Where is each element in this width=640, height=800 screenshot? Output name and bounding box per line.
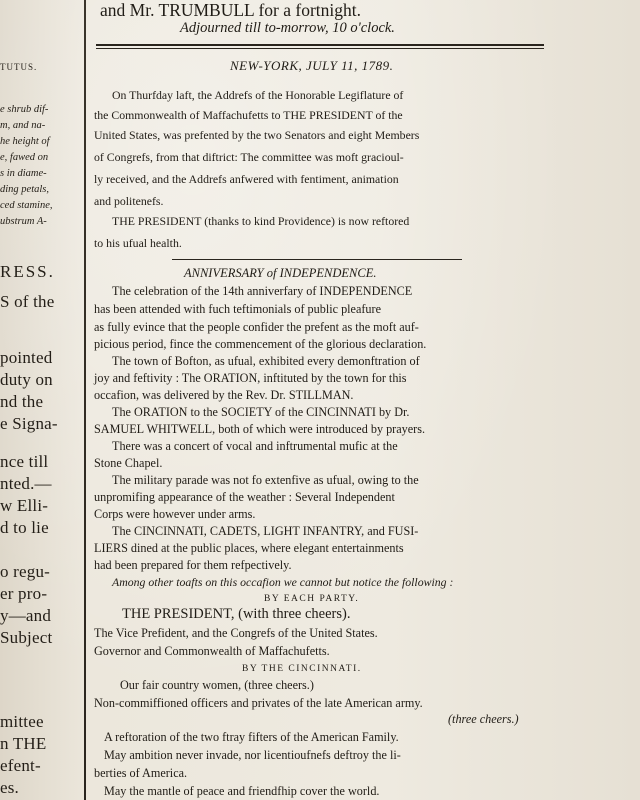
left-column-fragment	[0, 0, 84, 800]
toast-line: Our fair country women, (three cheers.)	[120, 678, 314, 692]
article-line: joy and feftivity : The ORATION, inftituted by the town for this	[94, 371, 407, 385]
toast-line: Non-commiffioned officers and privates of the late American army.	[94, 696, 423, 710]
left-line: mittee	[0, 712, 44, 731]
left-line: nce till	[0, 452, 49, 471]
article-line: had been prepared for them refpectively.	[94, 558, 292, 572]
left-line: s in diame-	[0, 168, 47, 179]
left-line: es.	[0, 778, 20, 797]
section-rule-thin	[96, 48, 544, 49]
article-line: occafion, was delivered by the Rev. Dr. STILLMAN.	[94, 388, 354, 402]
left-line: duty on	[0, 370, 53, 389]
column-rule	[84, 0, 86, 800]
left-line: er pro-	[0, 584, 48, 603]
left-line: ced stamine,	[0, 200, 53, 211]
article-line: to his ufual health.	[94, 236, 182, 250]
left-line: efent-	[0, 756, 41, 775]
article-line: as fully evince that the people confider the prefent as the moft auf-	[94, 320, 419, 334]
article-line: picious period, fince the commencement of the glorious declaration.	[94, 337, 427, 351]
adjourned-line: Adjourned till to-morrow, 10 o'clock.	[180, 20, 395, 36]
article-line: THE PRESIDENT (thanks to kind Providence) is now reftored	[112, 214, 410, 228]
article-line: The celebration of the 14th anniverfary of INDEPENDENCE	[112, 284, 413, 298]
left-line: n THE	[0, 734, 47, 753]
article-line: On Thurfday laft, the Addrefs of the Honorable Legiflature of	[112, 88, 404, 102]
left-line: TUTUS.	[0, 62, 38, 72]
toast-line: THE PRESIDENT, (with three cheers).	[122, 606, 351, 622]
toast-line: May ambition never invade, nor licentioufnefs deftroy the li-	[104, 748, 401, 762]
article-line: of Congrefs, from that diftrict: The committee was moft gracioul-	[94, 150, 404, 164]
left-line: he height of	[0, 136, 50, 147]
article-line: The CINCINNATI, CADETS, LIGHT INFANTRY, and FUSI-	[112, 524, 419, 538]
left-line: nd the	[0, 392, 44, 411]
left-line: pointed	[0, 348, 53, 367]
toast-line: A reftoration of the two ftray fifters of the American Family.	[104, 730, 399, 744]
article-line: The ORATION to the SOCIETY of the CINCINNATI by Dr.	[112, 405, 410, 419]
left-line: e Signa-	[0, 414, 58, 433]
left-line: m, and na-	[0, 120, 46, 131]
dateline: NEW-YORK, JULY 11, 1789.	[230, 58, 394, 73]
left-line: Subject	[0, 628, 53, 647]
article-line: LIERS dined at the public places, where elegant entertainments	[94, 541, 404, 555]
proceedings-line: and Mr. TRUMBULL for a fortnight.	[100, 0, 362, 20]
article-line: The military parade was not fo extenfive as ufual, owing to the	[112, 473, 419, 487]
toast-line: Governor and Commonwealth of Maffachufetts.	[94, 644, 330, 658]
left-line: S of the	[0, 292, 55, 311]
toast-line: May the mantle of peace and friendfhip cover the world.	[104, 784, 380, 798]
left-line: RESS.	[0, 262, 55, 281]
toast-line: The Vice Prefident, and the Congrefs of the United States.	[94, 626, 378, 640]
left-line: ding petals,	[0, 184, 49, 195]
toast-line: berties of America.	[94, 766, 188, 780]
article-line: Stone Chapel.	[94, 456, 163, 470]
section-label: BY THE CINCINNATI.	[242, 664, 362, 674]
article-headline: ANNIVERSARY of INDEPENDENCE.	[184, 266, 377, 280]
article-line: unpromifing appearance of the weather : Several Independent	[94, 490, 395, 504]
left-line: o regu-	[0, 562, 51, 581]
article-line: The town of Bofton, as ufual, exhibited every demonftration of	[112, 354, 420, 368]
main-column	[92, 0, 552, 800]
left-line: w Elli-	[0, 496, 49, 515]
toast-line: (three cheers.)	[448, 712, 519, 726]
article-line: ly received, and the Addrefs anfwered with fentiment, animation	[94, 172, 399, 186]
left-line: d to lie	[0, 518, 49, 537]
left-line: ubstrum A-	[0, 216, 47, 227]
left-line: e, fawed on	[0, 152, 49, 163]
article-line: Among other toafts on this occafion we cannot but notice the following :	[112, 575, 454, 589]
article-line: SAMUEL WHITWELL, both of which were introduced by prayers.	[94, 422, 426, 436]
article-line: Corps were however under arms.	[94, 507, 256, 521]
left-line: e shrub dif-	[0, 104, 49, 115]
article-line: the Commonwealth of Maffachufetts to THE PRESIDENT of the	[94, 108, 403, 122]
article-line: There was a concert of vocal and inftrumental mufic at the	[112, 439, 398, 453]
short-rule	[172, 259, 462, 260]
article-line: has been attended with fuch teftimonials of public pleafure	[94, 302, 381, 316]
section-label: BY EACH PARTY.	[264, 594, 360, 604]
section-rule	[96, 44, 544, 46]
article-line: and politenefs.	[94, 194, 164, 208]
left-line: nted.—	[0, 474, 52, 493]
article-line: United States, was prefented by the two Senators and eight Members	[94, 128, 420, 142]
left-line: y—and	[0, 606, 52, 625]
